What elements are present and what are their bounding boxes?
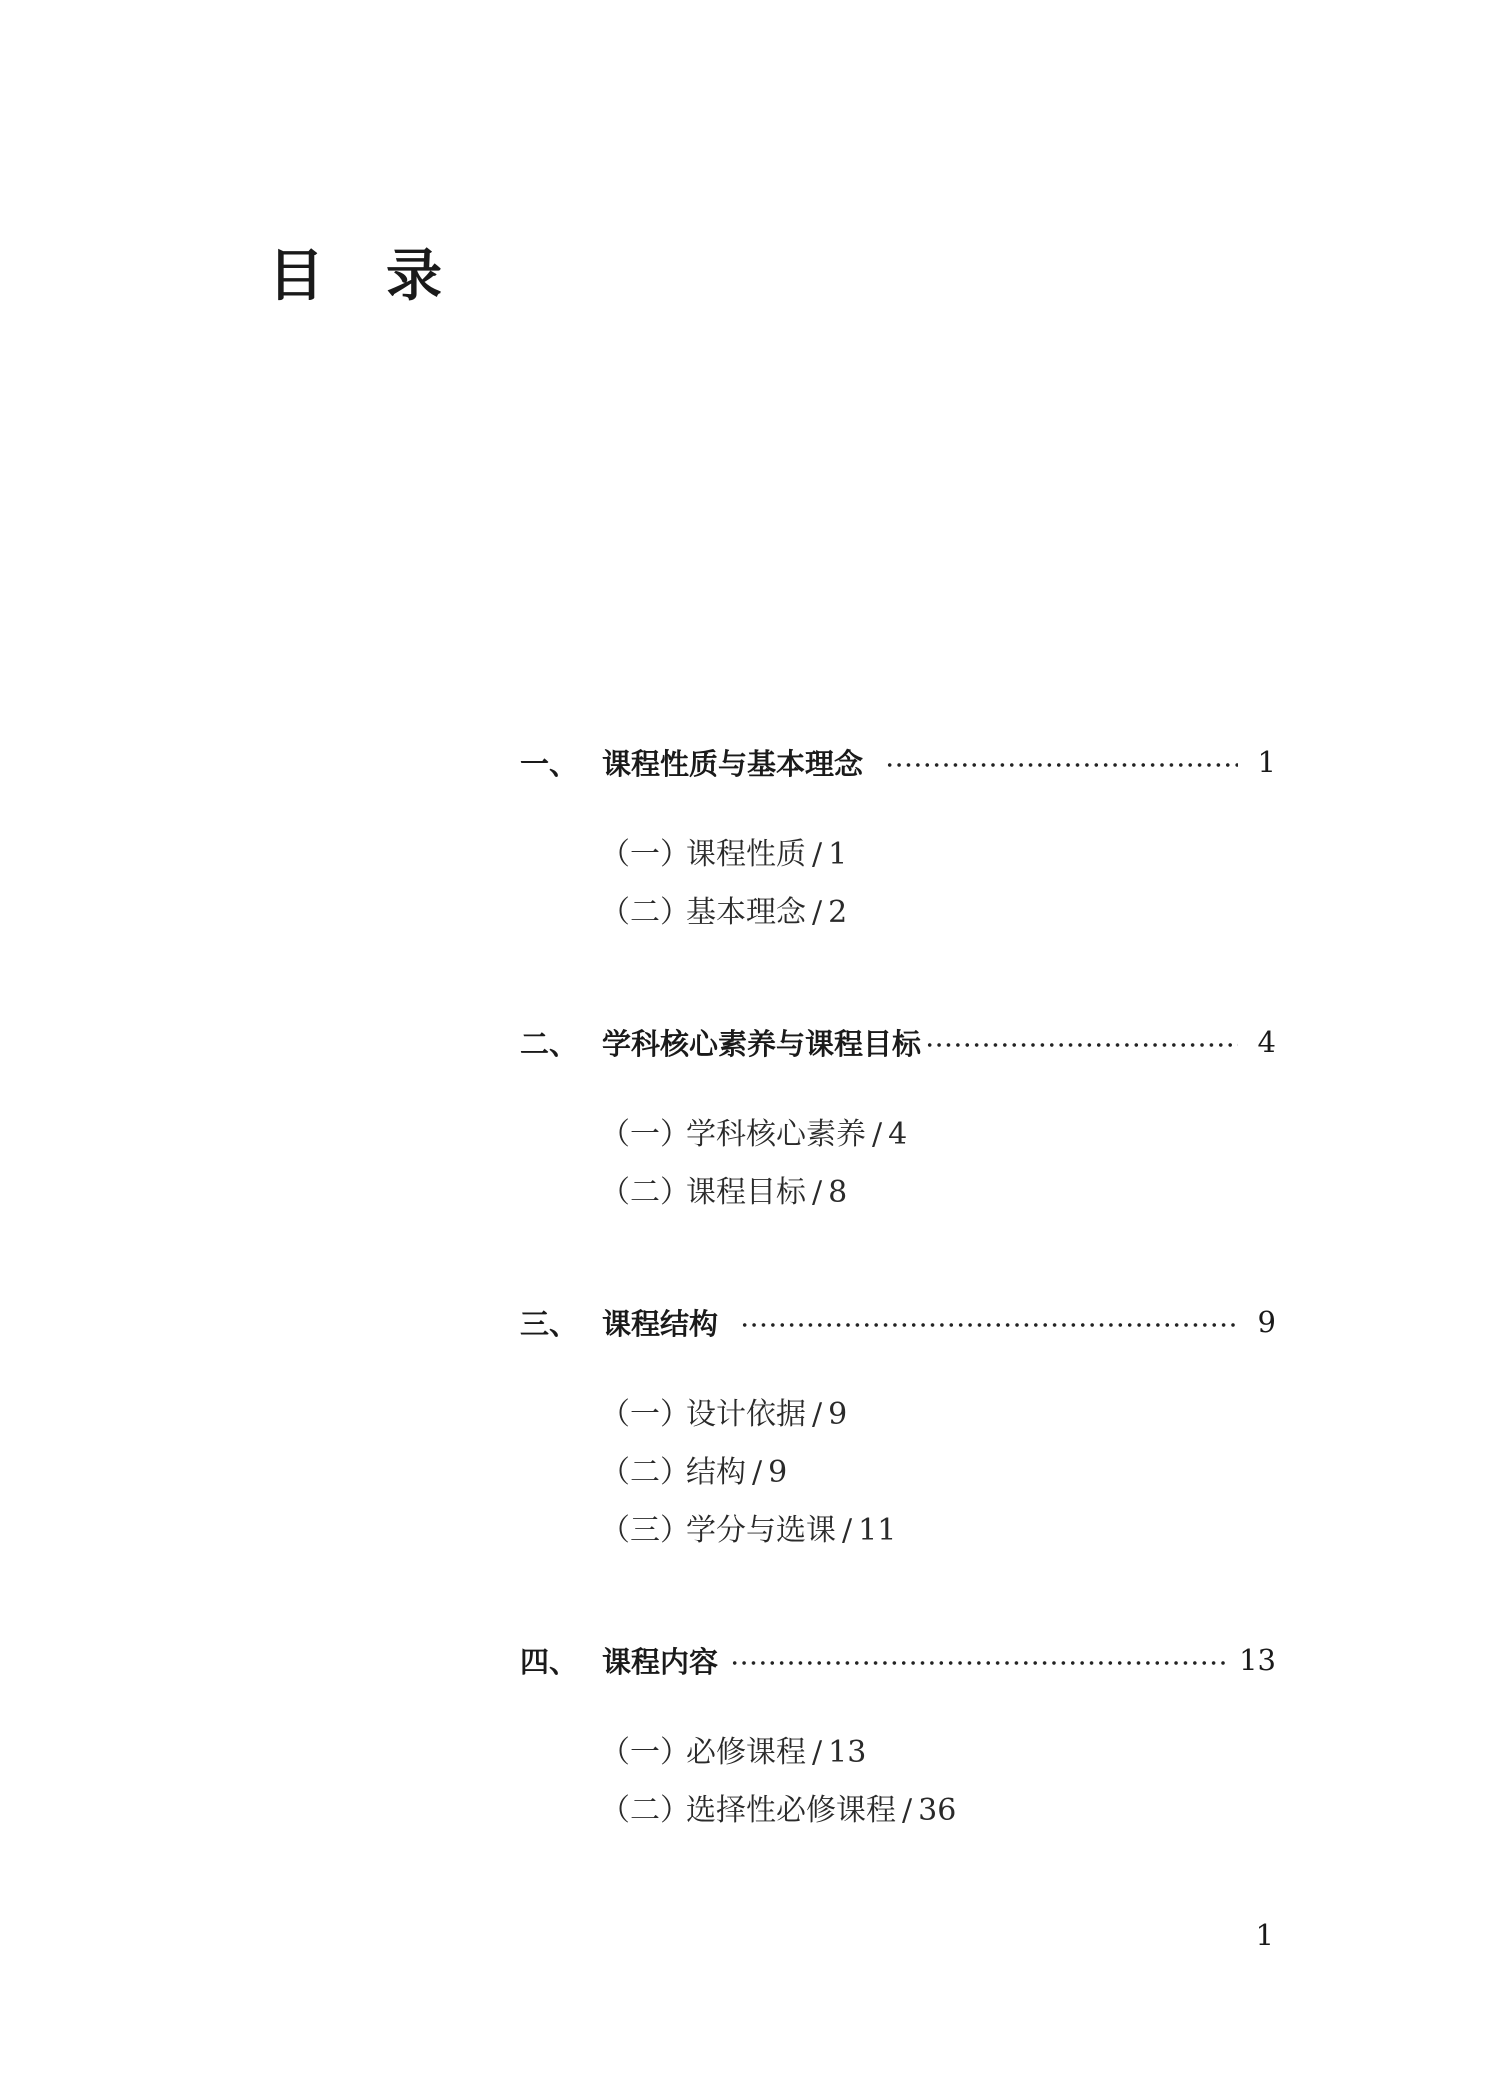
section-title: 课程结构 (602, 1306, 719, 1341)
section-number: 一、 (520, 746, 579, 781)
section-title: 课程内容 (602, 1644, 719, 1679)
page-separator: / (752, 1455, 763, 1490)
subsection-title: 设计依据 (686, 1397, 806, 1432)
toc-subsection-list (520, 1724, 1276, 1840)
subsection-number: （二） (600, 895, 690, 930)
subsection-title: 学科核心素养 (686, 1117, 866, 1152)
dot-leader (740, 1321, 1238, 1329)
page-separator: / (812, 1735, 823, 1770)
toc-subsection-item[interactable] (600, 884, 1276, 942)
toc-section-1 (520, 740, 1276, 942)
toc-section-4 (520, 1638, 1276, 1840)
table-of-contents (520, 740, 1276, 1918)
subsection-page-number: 36 (918, 1793, 957, 1828)
page-separator: / (812, 1175, 823, 1210)
section-page-number: 9 (1257, 1305, 1276, 1339)
section-number: 三、 (520, 1306, 579, 1341)
section-number: 四、 (520, 1644, 579, 1679)
page-number-footer: 1 (1255, 1918, 1274, 1952)
page-separator: / (812, 895, 823, 930)
subsection-page-number: 11 (858, 1513, 897, 1548)
toc-section-heading[interactable] (520, 1300, 1276, 1344)
subsection-number: （一） (600, 1397, 690, 1432)
section-title: 学科核心素养与课程目标 (602, 1026, 922, 1061)
toc-section-2 (520, 1020, 1276, 1222)
subsection-title: 课程性质 (686, 837, 806, 872)
toc-section-heading[interactable] (520, 740, 1276, 784)
section-number: 二、 (520, 1026, 579, 1061)
subsection-number: （二） (600, 1175, 690, 1210)
dot-leader (730, 1659, 1225, 1667)
subsection-page-number: 1 (828, 837, 848, 872)
page-title (268, 242, 442, 312)
toc-subsection-item[interactable] (600, 1386, 1276, 1444)
toc-subsection-item[interactable] (600, 1444, 1276, 1502)
subsection-number: （二） (600, 1455, 690, 1490)
subsection-title: 结构 (686, 1455, 746, 1490)
toc-subsection-item[interactable] (600, 1782, 1276, 1840)
subsection-page-number: 13 (828, 1735, 867, 1770)
section-page-number: 4 (1257, 1025, 1276, 1059)
subsection-page-number: 9 (828, 1397, 848, 1432)
subsection-number: （一） (600, 837, 690, 872)
toc-subsection-item[interactable] (600, 1724, 1276, 1782)
toc-section-heading[interactable] (520, 1020, 1276, 1064)
toc-subsection-item[interactable] (600, 826, 1276, 884)
subsection-title: 学分与选课 (686, 1513, 836, 1548)
page-separator: / (812, 1397, 823, 1432)
subsection-page-number: 4 (888, 1117, 908, 1152)
toc-subsection-item[interactable] (600, 1502, 1276, 1560)
page-title-char-1: 目 (268, 244, 324, 309)
toc-subsection-list (520, 1106, 1276, 1222)
subsection-number: （一） (600, 1117, 690, 1152)
subsection-title: 课程目标 (686, 1175, 806, 1210)
dot-leader (885, 761, 1238, 769)
subsection-title: 选择性必修课程 (686, 1793, 896, 1828)
toc-subsection-list (520, 826, 1276, 942)
subsection-title: 基本理念 (686, 895, 806, 930)
page-title-char-2: 录 (386, 244, 442, 309)
page-separator: / (812, 837, 823, 872)
toc-subsection-item[interactable] (600, 1164, 1276, 1222)
subsection-number: （一） (600, 1735, 690, 1770)
page-separator: / (872, 1117, 883, 1152)
section-title: 课程性质与基本理念 (602, 746, 864, 781)
section-page-number: 1 (1257, 745, 1276, 779)
toc-subsection-list (520, 1386, 1276, 1560)
toc-section-heading[interactable] (520, 1638, 1276, 1682)
subsection-title: 必修课程 (686, 1735, 806, 1770)
section-page-number: 13 (1239, 1643, 1276, 1677)
subsection-page-number: 9 (768, 1455, 788, 1490)
subsection-page-number: 2 (828, 895, 848, 930)
dot-leader (925, 1041, 1238, 1049)
page-separator: / (902, 1793, 913, 1828)
subsection-number: （二） (600, 1793, 690, 1828)
subsection-page-number: 8 (828, 1175, 848, 1210)
subsection-number: （三） (600, 1513, 690, 1548)
toc-section-3 (520, 1300, 1276, 1560)
toc-subsection-item[interactable] (600, 1106, 1276, 1164)
page-separator: / (842, 1513, 853, 1548)
